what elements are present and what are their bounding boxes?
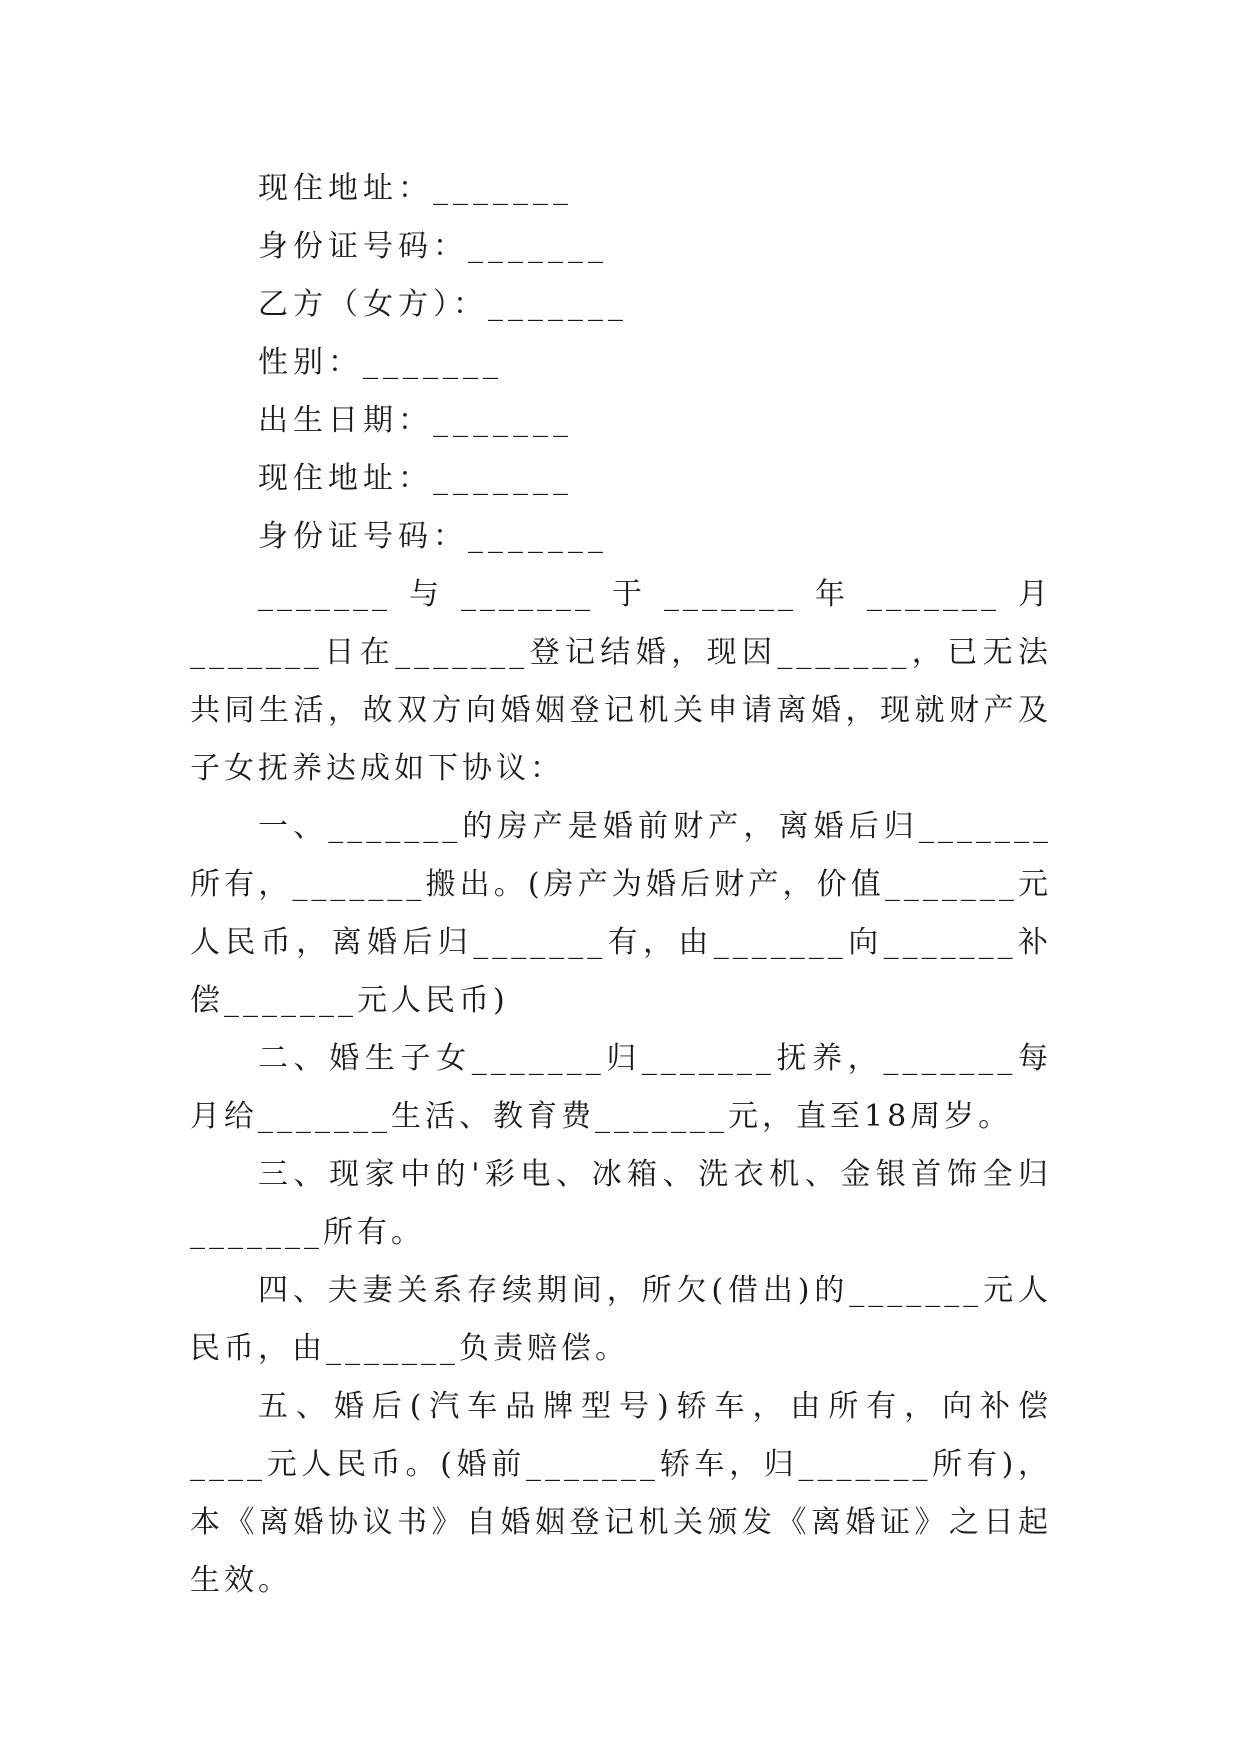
clause-4-debts: 四、夫妻关系存续期间，所欠(借出)的_______元人民币，由_______负责赔偿。 <box>190 1273 1052 1366</box>
party-a-id-number: 身份证号码：_______ <box>258 229 608 264</box>
clause-1-property: 一、_______的房产是婚前财产，离婚后归_______所有，_______搬出。(房产为婚后财产，价值_______元人民币，离婚后归_______有，由_______向_______补偿_______元人民币) <box>190 809 1052 1018</box>
clause-2-child-custody: 二、婚生子女_______归_______抚养，_______每月给_______生活、教育费_______元，直至18周岁。 <box>190 1041 1052 1134</box>
party-b-title: 乙方（女方）：_______ <box>258 287 628 322</box>
party-a-address: 现住地址：_______ <box>258 171 573 206</box>
party-b-id-number: 身份证号码：_______ <box>258 519 608 554</box>
party-b-address: 现住地址：_______ <box>258 461 573 496</box>
clause-3-household-items: 三、现家中的'彩电、冰箱、洗衣机、金银首饰全归_______所有。 <box>190 1157 1052 1250</box>
clause-5-vehicle: 五、婚后(汽车品牌型号)轿车，由所有，向补偿 ____元人民币。(婚前_______轿车，归_______所有)，本《离婚协议书》自婚姻登记机关颁发《离婚证》之日起生效。 <box>190 1389 1052 1598</box>
intro-paragraph: _______与_______于_______年_______月_______日在_______登记结婚，现因_______，已无法共同生活，故双方向婚姻登记机关申请离婚，现就财产及子女抚养达成如下协议： <box>190 577 1052 786</box>
party-b-gender: 性别：_______ <box>258 345 503 380</box>
party-b-birth-date: 出生日期：_______ <box>258 403 573 438</box>
agreement-content <box>190 160 1052 1610</box>
